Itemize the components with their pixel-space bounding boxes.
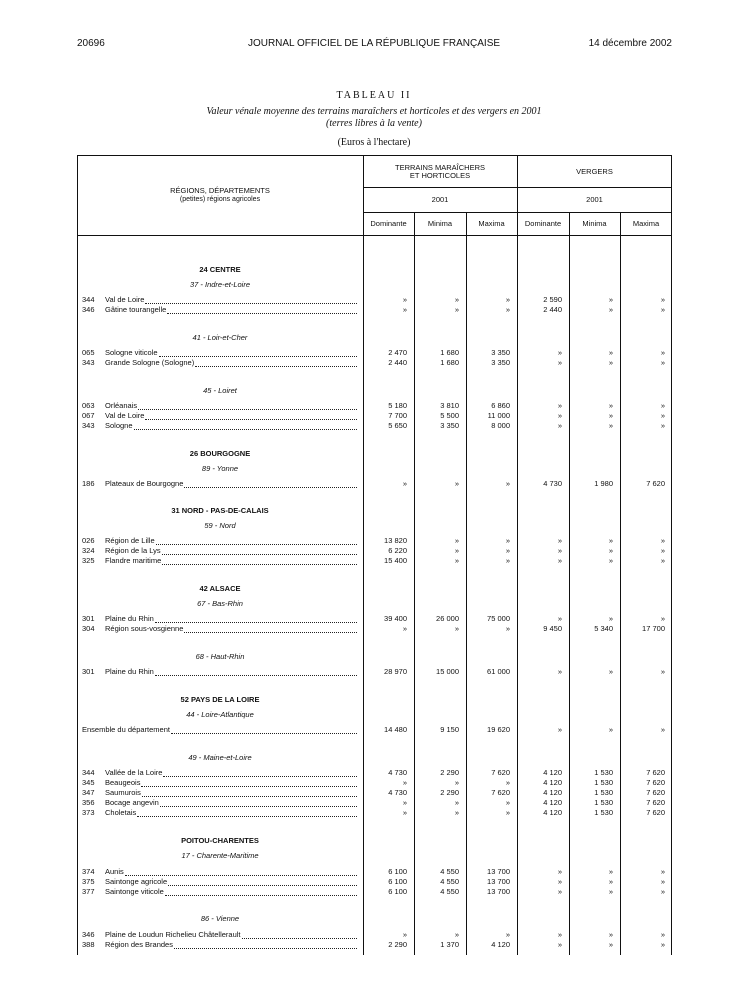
value-cell: 1 680 — [440, 348, 459, 357]
region-code: 026 — [82, 536, 95, 545]
region-label: Plaine du Rhin — [105, 614, 154, 623]
value-cell: 3 810 — [440, 401, 459, 410]
value-cell: » — [454, 930, 459, 939]
value-cell: 4 730 — [543, 479, 562, 488]
value-cell: 1 680 — [440, 358, 459, 367]
region-label: Bocage angevin — [105, 798, 159, 807]
value-cell: » — [557, 867, 562, 876]
value-cell: » — [402, 778, 407, 787]
value-cell: 7 620 — [646, 788, 665, 797]
value-cell: 7 620 — [646, 479, 665, 488]
department-heading: 41 - Loir-et-Cher — [192, 333, 248, 342]
region-label: Sologne viticole — [105, 348, 158, 357]
region-code: 375 — [82, 877, 95, 886]
value-cell: » — [454, 536, 459, 545]
value-cell: » — [454, 479, 459, 488]
value-cell: » — [660, 930, 665, 939]
value-cell: » — [505, 798, 510, 807]
region-code: 344 — [82, 768, 95, 777]
value-cell: 7 620 — [491, 768, 510, 777]
page-number: 20696 — [77, 38, 105, 49]
value-cell: » — [660, 358, 665, 367]
value-cell: 4 120 — [543, 808, 562, 817]
value-cell: » — [608, 401, 613, 410]
value-cell: 7 620 — [646, 808, 665, 817]
value-cell: » — [454, 808, 459, 817]
value-cell: 2 290 — [440, 788, 459, 797]
value-cell: 1 530 — [594, 788, 613, 797]
region-code: 346 — [82, 305, 95, 314]
value-cell: 2 290 — [388, 940, 407, 949]
value-cell: 61 000 — [487, 667, 510, 676]
value-cell: » — [505, 778, 510, 787]
value-cell: 13 700 — [487, 887, 510, 896]
region-code: 374 — [82, 867, 95, 876]
dot-leader — [174, 948, 357, 949]
dot-leader — [242, 938, 357, 939]
department-heading: 68 - Haut-Rhin — [195, 652, 245, 661]
value-cell: 4 120 — [491, 940, 510, 949]
value-cell: 2 290 — [440, 768, 459, 777]
region-heading: 26 BOURGOGNE — [189, 449, 251, 458]
region-label: Flandre maritime — [105, 556, 162, 565]
department-heading: 17 - Charente-Maritime — [181, 851, 259, 860]
region-code: 301 — [82, 667, 95, 676]
value-cell: 11 000 — [487, 411, 510, 420]
value-cell: 4 120 — [543, 798, 562, 807]
dot-leader — [195, 366, 357, 367]
value-cell: » — [608, 887, 613, 896]
department-heading: 59 - Nord — [204, 521, 236, 530]
value-cell: » — [402, 930, 407, 939]
value-cell: » — [454, 624, 459, 633]
value-cell: » — [608, 867, 613, 876]
value-cell: » — [660, 546, 665, 555]
value-cell: 9 150 — [440, 725, 459, 734]
value-cell: 6 860 — [491, 401, 510, 410]
value-cell: » — [608, 411, 613, 420]
column-header-minima: Minima — [427, 219, 453, 228]
column-divider — [620, 212, 621, 955]
value-cell: » — [660, 421, 665, 430]
value-cell: » — [660, 667, 665, 676]
value-cell: 4 120 — [543, 788, 562, 797]
value-cell: » — [505, 556, 510, 565]
region-label: Aunis — [105, 867, 124, 876]
value-cell: 26 000 — [436, 614, 459, 623]
dot-leader — [162, 554, 357, 555]
region-heading: 24 CENTRE — [199, 265, 241, 274]
table-top-border — [77, 155, 672, 156]
dot-leader — [163, 776, 357, 777]
value-cell: » — [608, 421, 613, 430]
value-cell: » — [557, 358, 562, 367]
department-heading: 37 - Indre-et-Loire — [189, 280, 251, 289]
region-label: Région des Brandes — [105, 940, 173, 949]
value-cell: 75 000 — [487, 614, 510, 623]
value-cell: » — [608, 667, 613, 676]
value-cell: 6 100 — [388, 867, 407, 876]
value-cell: 5 500 — [440, 411, 459, 420]
value-cell: 7 620 — [646, 778, 665, 787]
value-cell: 4 120 — [543, 768, 562, 777]
value-cell: » — [557, 401, 562, 410]
value-cell: 13 820 — [384, 536, 407, 545]
dot-leader — [171, 733, 357, 734]
value-cell: » — [660, 940, 665, 949]
value-cell: » — [557, 725, 562, 734]
department-heading: 67 - Bas-Rhin — [197, 599, 243, 608]
value-cell: 13 700 — [487, 867, 510, 876]
table-subtitle: Valeur vénale moyenne des terrains maraîchers et horticoles et des vergers en 2001 — [206, 106, 542, 117]
column-header-maxima: Maxima — [478, 219, 505, 228]
region-code: 065 — [82, 348, 95, 357]
dot-leader — [142, 796, 357, 797]
value-cell: » — [608, 358, 613, 367]
value-cell: » — [402, 305, 407, 314]
region-code: 346 — [82, 930, 95, 939]
value-cell: 5 650 — [388, 421, 407, 430]
dot-leader — [156, 544, 357, 545]
value-cell: » — [454, 295, 459, 304]
region-label: Plateaux de Bourgogne — [105, 479, 184, 488]
value-cell: 1 530 — [594, 808, 613, 817]
value-cell: 15 000 — [436, 667, 459, 676]
region-code: 344 — [82, 295, 95, 304]
dot-leader — [125, 875, 357, 876]
value-cell: 1 530 — [594, 768, 613, 777]
value-cell: » — [660, 725, 665, 734]
region-heading: 42 ALSACE — [199, 584, 241, 593]
value-cell: » — [557, 930, 562, 939]
region-code: 325 — [82, 556, 95, 565]
value-cell: 14 480 — [384, 725, 407, 734]
value-cell: » — [660, 536, 665, 545]
header-regions: RÉGIONS, DÉPARTEMENTS — [170, 186, 270, 195]
table-title: TABLEAU II — [336, 90, 412, 101]
value-cell: 6 220 — [388, 546, 407, 555]
region-code: 345 — [82, 778, 95, 787]
value-cell: 6 100 — [388, 887, 407, 896]
publication-date: 14 décembre 2002 — [588, 38, 672, 49]
region-code: 373 — [82, 808, 95, 817]
value-cell: » — [608, 305, 613, 314]
region-label: Vallée de la Loire — [105, 768, 163, 777]
header-bottom-border — [77, 235, 672, 236]
header-year-maraichers: 2001 — [431, 195, 449, 204]
value-cell: » — [608, 877, 613, 886]
column-divider — [363, 155, 364, 955]
dot-leader — [165, 895, 357, 896]
value-cell: » — [608, 536, 613, 545]
header-group-maraichers: TERRAINS MARAÎCHERS — [394, 163, 485, 172]
value-cell: » — [505, 930, 510, 939]
region-heading: POITOU-CHARENTES — [181, 836, 259, 845]
value-cell: 3 350 — [440, 421, 459, 430]
department-heading: 49 - Maine-et-Loire — [188, 753, 252, 762]
value-cell: » — [402, 808, 407, 817]
region-label: Région de Lille — [105, 536, 155, 545]
value-cell: » — [557, 348, 562, 357]
value-cell: 4 120 — [543, 778, 562, 787]
dot-leader — [184, 632, 357, 633]
region-code: 304 — [82, 624, 95, 633]
dot-leader — [167, 313, 357, 314]
column-divider — [414, 212, 415, 955]
value-cell: 4 730 — [388, 788, 407, 797]
value-cell: 2 470 — [388, 348, 407, 357]
region-code: 347 — [82, 788, 95, 797]
value-cell: » — [660, 348, 665, 357]
region-label: Val de Loire — [105, 411, 145, 420]
value-cell: » — [660, 295, 665, 304]
value-cell: » — [505, 295, 510, 304]
value-cell: » — [505, 536, 510, 545]
value-cell: » — [608, 940, 613, 949]
value-cell: 1 370 — [440, 940, 459, 949]
value-cell: » — [608, 614, 613, 623]
column-header-dominante: Dominante — [524, 219, 562, 228]
value-cell: » — [557, 940, 562, 949]
header-year-vergers: 2001 — [586, 195, 603, 204]
value-cell: 28 970 — [384, 667, 407, 676]
dot-leader — [137, 816, 357, 817]
value-cell: 2 440 — [388, 358, 407, 367]
table-right-border — [671, 155, 672, 955]
header-regions-sub: (petites) régions agricoles — [179, 196, 261, 203]
value-cell: » — [402, 295, 407, 304]
region-label: Plaine du Rhin — [105, 667, 154, 676]
value-cell: » — [608, 930, 613, 939]
region-label: Orléanais — [105, 401, 138, 410]
value-cell: » — [505, 624, 510, 633]
value-cell: » — [505, 479, 510, 488]
value-cell: » — [608, 348, 613, 357]
dot-leader — [159, 356, 357, 357]
region-label: Région de la Lys — [105, 546, 161, 555]
department-heading: 86 - Vienne — [200, 914, 240, 923]
value-cell: » — [454, 305, 459, 314]
value-cell: 13 700 — [487, 877, 510, 886]
dot-leader — [168, 885, 357, 886]
region-code: 063 — [82, 401, 95, 410]
value-cell: 8 000 — [491, 421, 510, 430]
value-cell: » — [660, 401, 665, 410]
value-cell: 4 550 — [440, 877, 459, 886]
table-left-border — [77, 155, 78, 955]
value-cell: 6 100 — [388, 877, 407, 886]
region-code: 067 — [82, 411, 95, 420]
value-cell: » — [557, 877, 562, 886]
value-cell: » — [557, 536, 562, 545]
value-cell: » — [402, 624, 407, 633]
department-heading: 89 - Yonne — [201, 464, 239, 473]
region-label: Val de Loire — [105, 295, 145, 304]
value-cell: » — [454, 556, 459, 565]
value-cell: 3 350 — [491, 348, 510, 357]
data-table — [77, 155, 672, 955]
region-code: 356 — [82, 798, 95, 807]
value-cell: » — [660, 887, 665, 896]
value-cell: 5 340 — [594, 624, 613, 633]
value-cell: » — [557, 614, 562, 623]
region-label: Gâtine tourangelle — [105, 305, 167, 314]
region-label: Plaine de Loudun Richelieu Châtellerault — [105, 930, 241, 939]
value-cell: 5 180 — [388, 401, 407, 410]
region-code: 186 — [82, 479, 95, 488]
value-cell: » — [505, 305, 510, 314]
value-cell: 2 590 — [543, 295, 562, 304]
value-cell: » — [454, 778, 459, 787]
value-cell: 7 700 — [388, 411, 407, 420]
value-cell: » — [557, 546, 562, 555]
value-cell: » — [557, 411, 562, 420]
value-cell: 19 620 — [487, 725, 510, 734]
dot-leader — [160, 806, 357, 807]
value-cell: 9 450 — [543, 624, 562, 633]
department-heading: 44 - Loire-Atlantique — [186, 710, 254, 719]
department-heading: 45 - Loiret — [203, 386, 237, 395]
value-cell: 39 400 — [384, 614, 407, 623]
region-label: Saumurois — [105, 788, 141, 797]
region-label: Sologne — [105, 421, 133, 430]
value-cell: 7 620 — [491, 788, 510, 797]
header-group-vergers: VERGERS — [576, 167, 613, 176]
value-cell: 15 400 — [384, 556, 407, 565]
value-cell: 7 620 — [646, 798, 665, 807]
dot-leader — [145, 303, 357, 304]
region-code: 388 — [82, 940, 95, 949]
region-label: Choletais — [105, 808, 137, 817]
value-cell: » — [454, 546, 459, 555]
value-cell: » — [557, 887, 562, 896]
region-label: Région sous-vosgienne — [105, 624, 184, 633]
value-cell: » — [660, 867, 665, 876]
column-header-dominante: Dominante — [370, 219, 407, 228]
column-divider — [517, 155, 518, 955]
region-label: Beaugeois — [105, 778, 141, 787]
journal-title: JOURNAL OFFICIEL DE LA RÉPUBLIQUE FRANÇAISE — [247, 38, 501, 49]
value-cell: » — [660, 877, 665, 886]
header-group-maraichers-2: ET HORTICOLES — [409, 171, 471, 180]
column-header-maxima: Maxima — [632, 219, 660, 228]
value-cell: 1 530 — [594, 798, 613, 807]
region-code: 343 — [82, 358, 95, 367]
region-code: 377 — [82, 887, 95, 896]
dot-leader — [138, 409, 357, 410]
value-cell: 1 530 — [594, 778, 613, 787]
region-heading: 52 PAYS DE LA LOIRE — [180, 695, 260, 704]
dot-leader — [155, 675, 357, 676]
value-cell: 4 550 — [440, 887, 459, 896]
dot-leader — [155, 622, 357, 623]
value-cell: » — [557, 421, 562, 430]
value-cell: » — [660, 305, 665, 314]
value-cell: 4 550 — [440, 867, 459, 876]
value-cell: » — [660, 411, 665, 420]
dot-leader — [162, 564, 357, 565]
region-label: Grande Sologne (Sologne) — [105, 358, 195, 367]
region-code: 301 — [82, 614, 95, 623]
column-divider — [569, 212, 570, 955]
value-cell: 1 980 — [594, 479, 613, 488]
value-cell: » — [557, 556, 562, 565]
column-divider — [466, 212, 467, 955]
region-code: 343 — [82, 421, 95, 430]
dot-leader — [134, 429, 357, 430]
value-cell: » — [608, 546, 613, 555]
column-header-minima: Minima — [582, 219, 607, 228]
dot-leader — [141, 786, 357, 787]
value-cell: » — [402, 798, 407, 807]
value-cell: » — [402, 479, 407, 488]
value-cell: 7 620 — [646, 768, 665, 777]
region-heading: 31 NORD - PAS-DE-CALAIS — [171, 506, 269, 515]
dot-leader — [184, 487, 357, 488]
table-subtitle-note: (terres libres à la vente) — [326, 118, 422, 129]
value-cell: » — [660, 614, 665, 623]
value-cell: 2 440 — [543, 305, 562, 314]
value-cell: » — [557, 667, 562, 676]
region-label: Saintonge viticole — [105, 887, 164, 896]
value-cell: » — [608, 725, 613, 734]
region-label: Saintonge agricole — [105, 877, 168, 886]
value-cell: » — [660, 556, 665, 565]
region-code: 324 — [82, 546, 95, 555]
value-cell: » — [505, 546, 510, 555]
region-label: Ensemble du département — [82, 725, 170, 734]
dot-leader — [145, 419, 357, 420]
value-cell: 3 350 — [491, 358, 510, 367]
table-unit: (Euros à l'hectare) — [337, 137, 411, 148]
value-cell: » — [505, 808, 510, 817]
value-cell: » — [608, 556, 613, 565]
value-cell: » — [454, 798, 459, 807]
value-cell: 17 700 — [642, 624, 665, 633]
value-cell: » — [608, 295, 613, 304]
value-cell: 4 730 — [388, 768, 407, 777]
